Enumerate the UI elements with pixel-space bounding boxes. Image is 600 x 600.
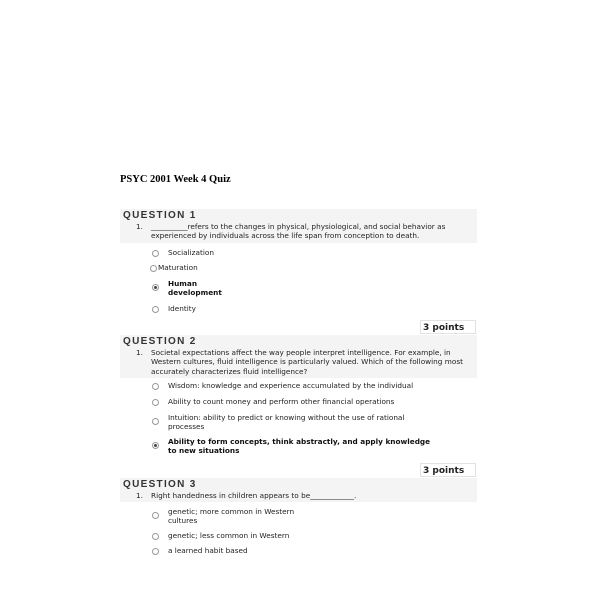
- question-body: Societal expectations affect the way people interpret intelligence. For example, in Western cultures, fluid intelligence is particularly valued. Which of the following most accurately characterizes fluid intelligence?: [151, 348, 463, 376]
- radio-icon[interactable]: [152, 383, 159, 390]
- radio-icon[interactable]: [150, 265, 157, 272]
- option-label: Ability to form concepts, think abstractly, and apply knowledge to new situations: [168, 437, 431, 455]
- points-badge: 3 points: [420, 320, 476, 334]
- radio-icon[interactable]: [152, 512, 159, 519]
- option[interactable]: [150, 248, 214, 257]
- question-label: QUESTION 2: [123, 336, 197, 347]
- option-label: Wisdom: knowledge and experience accumulated by the individual: [168, 381, 414, 390]
- radio-icon[interactable]: [152, 399, 159, 406]
- option[interactable]: [150, 413, 410, 431]
- option[interactable]: [150, 304, 196, 313]
- option-label: Intuition: ability to predict or knowing without the use of rational processes: [168, 413, 405, 431]
- question-text: [120, 221, 477, 243]
- option[interactable]: [150, 381, 413, 390]
- radio-icon[interactable]: [152, 306, 159, 313]
- question-body: Right handedness in children appears to be____________.: [151, 491, 357, 500]
- question-label: QUESTION 3: [123, 479, 197, 490]
- question-body: __________refers to the changes in physical, physiological, and social behavior as experienced by individuals across the life span from conception to death.: [151, 222, 446, 241]
- question-text: [120, 347, 477, 378]
- option-label: Ability to count money and perform other financial operations: [168, 397, 395, 406]
- option[interactable]: [150, 507, 300, 525]
- question-number: 1.: [136, 348, 143, 357]
- option-selected[interactable]: [150, 437, 440, 455]
- radio-icon[interactable]: [152, 533, 159, 540]
- radio-icon[interactable]: [152, 548, 159, 555]
- option-label: genetic; more common in Western cultures: [168, 507, 295, 525]
- option-selected[interactable]: [150, 279, 240, 297]
- option[interactable]: [150, 546, 248, 555]
- option-label: Identity: [168, 304, 196, 313]
- option[interactable]: [148, 263, 198, 272]
- radio-selected-icon[interactable]: [152, 442, 159, 449]
- page-title: PSYC 2001 Week 4 Quiz: [120, 174, 231, 185]
- radio-selected-icon[interactable]: [152, 284, 159, 291]
- question-number: 1.: [136, 491, 143, 500]
- option-label: a learned habit based: [168, 546, 248, 555]
- question-text: [120, 490, 477, 502]
- points-badge: 3 points: [420, 463, 476, 477]
- option-label: genetic; less common in Western: [168, 531, 290, 540]
- radio-icon[interactable]: [152, 250, 159, 257]
- question-2-header: [120, 335, 477, 378]
- option[interactable]: [150, 531, 289, 540]
- option[interactable]: [150, 397, 394, 406]
- radio-icon[interactable]: [152, 418, 159, 425]
- option-label: Socialization: [168, 248, 214, 257]
- question-1-header: [120, 209, 477, 243]
- question-number: 1.: [136, 222, 143, 231]
- option-label: Maturation: [158, 263, 198, 272]
- question-3-header: [120, 478, 477, 502]
- option-label: Human development: [168, 279, 222, 297]
- question-label: QUESTION 1: [123, 210, 197, 221]
